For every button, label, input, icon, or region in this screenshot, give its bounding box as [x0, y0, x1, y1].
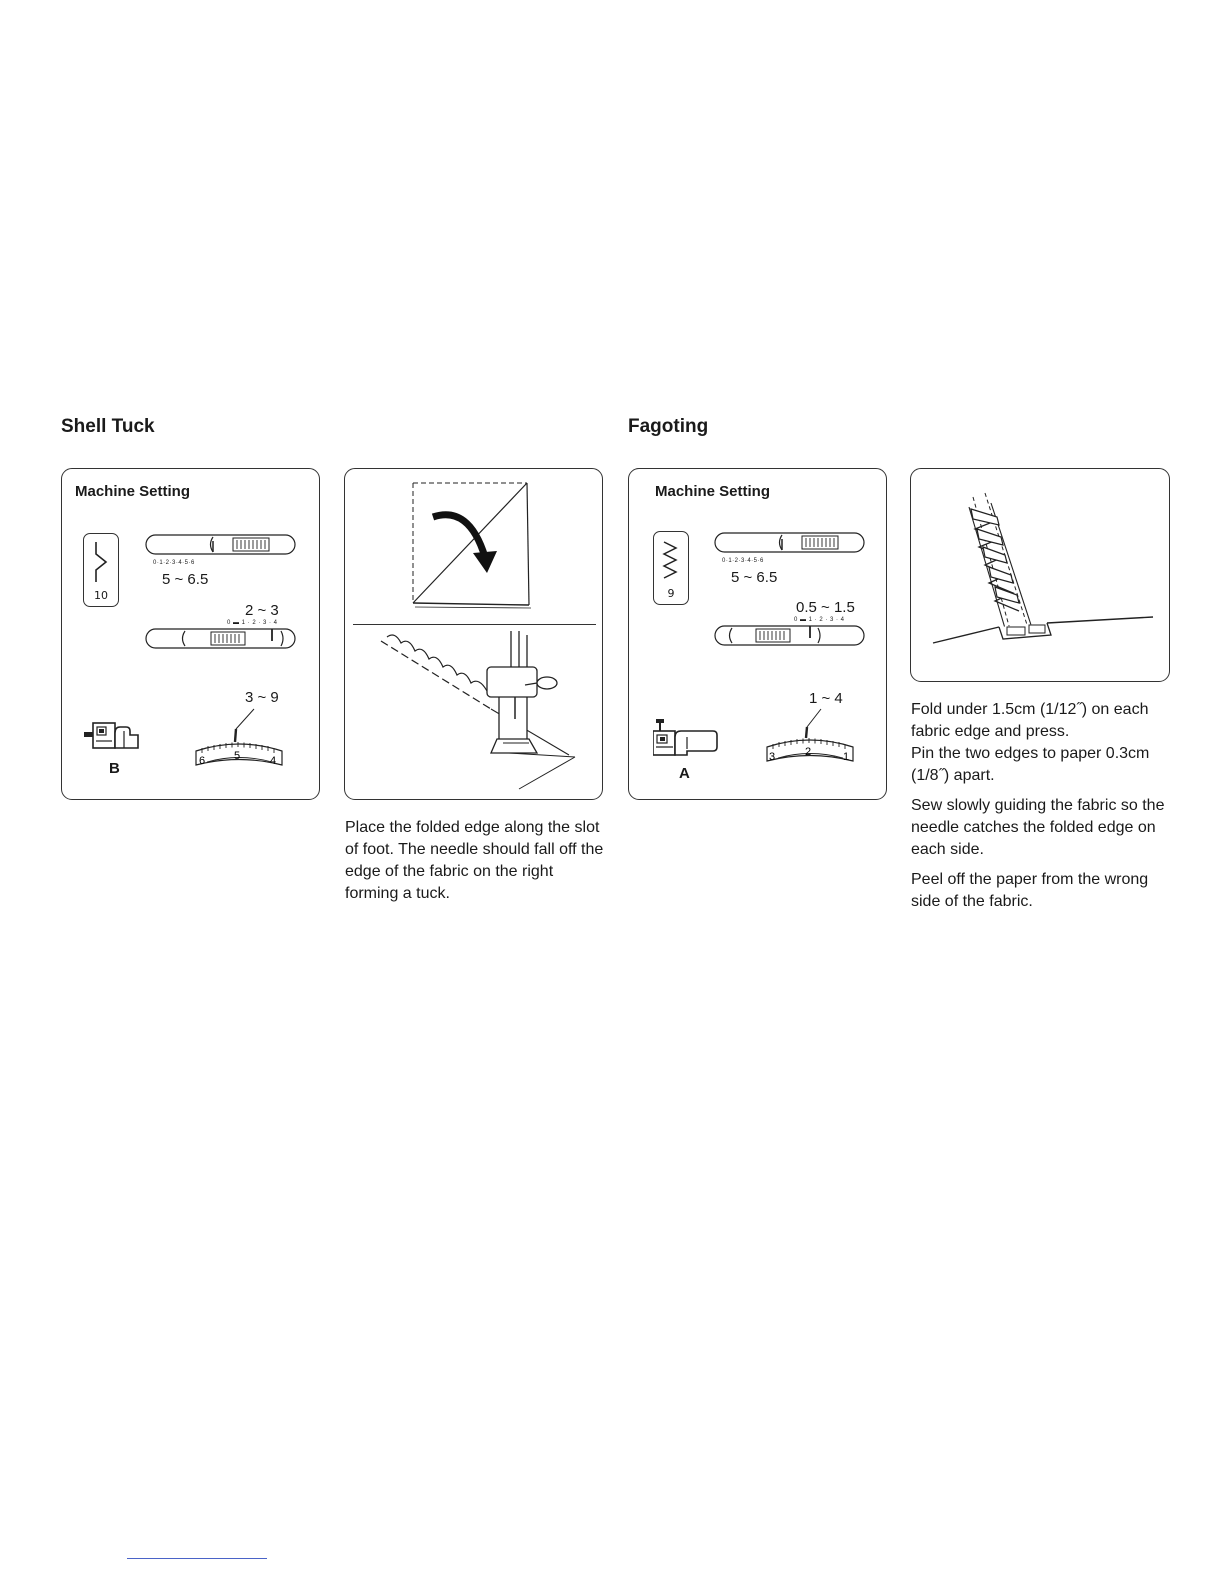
dial-number: 3: [769, 751, 776, 763]
fagoting-instruction-1: Fold under 1.5cm (1/12˝) on each fabric edge and press. Pin the two edges to paper 0.3cm (1/8˝) apart.: [911, 701, 1150, 784]
shell-tuck-illustration-panel: [344, 468, 603, 800]
tension-value: 3 ~ 9: [245, 689, 279, 706]
machine-setting-title: Machine Setting: [75, 483, 191, 500]
illustration-divider: [353, 624, 596, 625]
shell-tuck-sewing-illustration: [379, 631, 579, 791]
tension-dial-icon: [192, 707, 287, 773]
pattern-number: 9: [667, 587, 675, 600]
stitch-width-slider[interactable]: [714, 531, 866, 555]
shell-tuck-machine-setting-panel: [61, 468, 320, 800]
arrow-down-icon: [473, 551, 497, 573]
stitch-length-slider[interactable]: [145, 627, 297, 651]
fagoting-heading: Fagoting: [628, 416, 709, 437]
stitch-width-value: 5 ~ 6.5: [162, 571, 209, 588]
fagoting-instructions: [911, 699, 1171, 921]
dial-number: 4: [270, 755, 277, 767]
tension-dial-icon: [763, 707, 858, 773]
dial-number: 1: [843, 751, 850, 763]
stitch-width-value: 5 ~ 6.5: [731, 569, 778, 586]
pattern-number: 10: [94, 589, 108, 602]
pattern-card: [83, 533, 119, 607]
fagoting-instruction-3: Peel off the paper from the wrong side of the fabric.: [911, 871, 1149, 910]
tension-value: 1 ~ 4: [809, 690, 843, 707]
dial-number: 2: [805, 746, 812, 758]
presser-foot-label: A: [679, 765, 690, 782]
fagoting-illustration-panel: [910, 468, 1170, 682]
stitch-length-value: 0.5 ~ 1.5: [796, 599, 855, 616]
stitch-length-value: 2 ~ 3: [245, 602, 279, 619]
pattern-card: [653, 531, 689, 605]
footer-rule: [127, 1558, 267, 1559]
stitch-width-scale: 0·1·2·3·4·5·6: [722, 558, 764, 564]
presser-foot-b-icon: [84, 719, 146, 753]
stitch-width-slider[interactable]: [145, 533, 297, 557]
stitch-length-scale: 0 ▬ 1 · 2 · 3 · 4: [794, 617, 845, 623]
presser-foot-a-icon: [653, 717, 721, 757]
fagoting-instruction-2: Sew slowly guiding the fabric so the needle catches the folded edge on each side.: [911, 797, 1165, 858]
fagoting-stitch-icon: [660, 538, 682, 582]
dial-number: 6: [199, 755, 206, 767]
shell-tuck-heading: Shell Tuck: [61, 416, 155, 437]
machine-setting-title: Machine Setting: [655, 483, 771, 500]
shell-tuck-instruction: Place the folded edge along the slot of foot. The needle should fall off the edge of the fabric on the right forming a tuck.: [345, 819, 604, 902]
stitch-width-scale: 0·1·2·3·4·5·6: [153, 560, 195, 566]
stitch-length-slider[interactable]: [714, 624, 866, 648]
folded-fabric-illustration: [411, 481, 533, 609]
presser-foot-label: B: [109, 760, 120, 777]
fagoting-stitch-illustration: [929, 489, 1159, 669]
dial-number: 5: [234, 750, 241, 762]
shell-tuck-stitch-icon: [90, 540, 112, 584]
fagoting-machine-setting-panel: [628, 468, 887, 800]
stitch-length-scale: 0 ▬ 1 · 2 · 3 · 4: [227, 620, 278, 626]
